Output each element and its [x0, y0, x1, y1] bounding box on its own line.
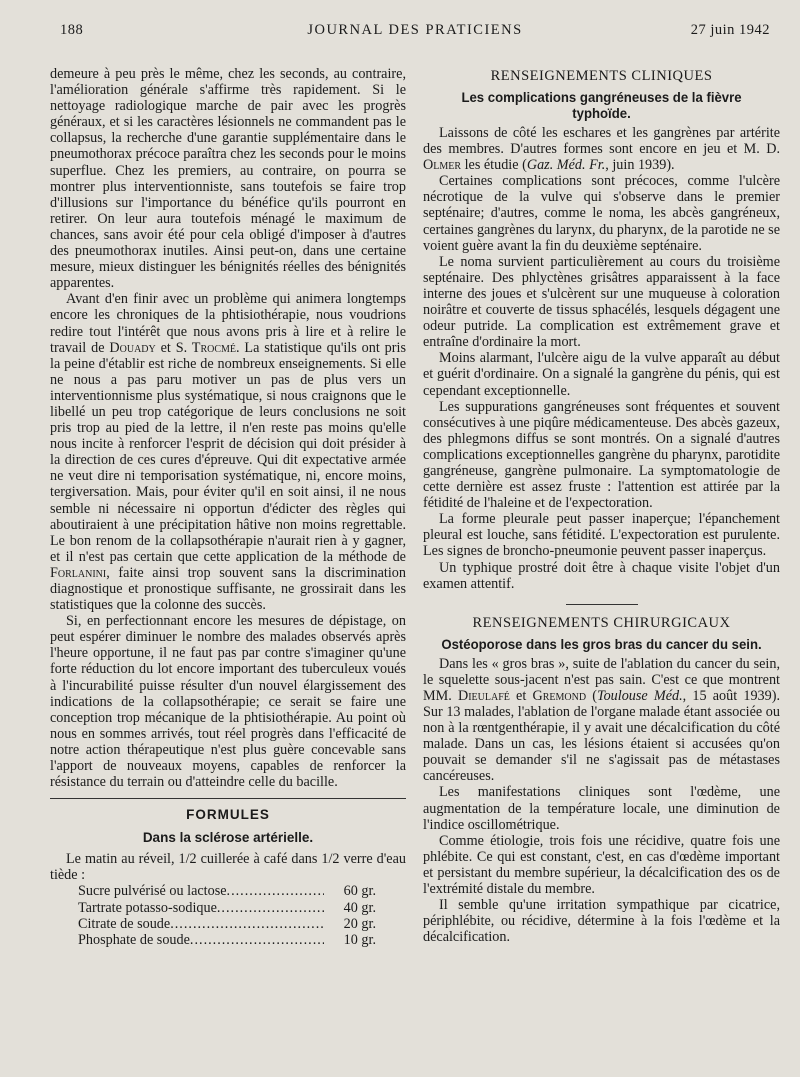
ingredient-name: Citrate de soude	[78, 915, 171, 932]
author-name: S. Trocmé	[175, 339, 236, 356]
ingredient-qty: 20 gr.	[343, 915, 376, 932]
article-title: Les complications gangréneuses de la fièvre typhoïde.	[461, 89, 742, 121]
journal-title: JOURNAL DES PRATICIENS	[307, 22, 523, 38]
leader-dots	[190, 932, 324, 948]
ingredient-qty: 10 gr.	[343, 931, 376, 948]
text-run: et	[509, 687, 533, 704]
reference: Toulouse Méd.	[596, 687, 683, 704]
ingredient-qty: 60 gr.	[343, 883, 376, 900]
leader-dots	[217, 900, 324, 916]
left-column	[50, 66, 406, 948]
paragraph: Le noma survient particulièrement au cours du troisième septénaire. Des phlyctènes grisâtres apparaissent à la face interne des joues et s'ulcèrent sur une muqueuse à coloration noirâtre et couverte de tissus sphacélés, lesquels dégagent une odeur putride. La complication est extrêmement grave et entraîne d'ordinaire la mort.	[423, 253, 780, 351]
paragraph: Certaines complications sont précoces, comme l'ulcère nécrotique de la vulve qui s'observe dans le premier septénaire; d'autres, comme le noma, les abcès gangréneux, certaines gangrènes du larynx, du pharynx, de la parotide ne se voient guère avant la fin du deuxième septénaire.	[423, 173, 780, 254]
paragraph	[50, 291, 406, 613]
section-title: RENSEIGNEMENTS CLINIQUES	[490, 68, 713, 84]
recipe-item	[50, 883, 406, 899]
recipe-item	[50, 916, 406, 932]
author-name: Gremond	[532, 687, 587, 704]
text-run: Laissons de côté les eschares et les gangrènes par artérite des membres. D'autres formes sont encore en jeu et M. D.	[423, 125, 780, 158]
paragraph: demeure à peu près le même, chez les seconds, au contraire, l'amélioration générale s'affirme très rapidement. Si le nettoyage radiologique marche de pair avec les progrès généraux, et si les caractères lésionnels ne commandent pas le collapsus, la recherche d'une garantie supplémentaire dans le pneumothorax précoce paraîtra chez les seconds pour le moins superflue. Chez les premiers, au contraire, on pourra se montrer plus interventionniste, sans toutefois se faire trop d'illusions sur l'importance du bénéfice qu'ils pourront en retirer. On leur aura toutefois ménagé le maximum de chances, sans avoir été pour cela obligé d'imposer à d'autres des pneumothorax inutiles. Ainsi peut-on, dans une certaine mesure, mieux distinguer les bénignités réelles des bénignités apparentes.	[50, 66, 406, 292]
leader-dots	[227, 883, 324, 899]
ingredient-name: Sucre pulvérisé ou lactose	[78, 883, 227, 900]
leader-dots	[170, 916, 324, 932]
article-title: Ostéoporose dans les gros bras du cancer du sein.	[441, 635, 762, 652]
formules-subtitle: Dans la sclérose artérielle.	[142, 830, 314, 846]
ingredient-qty: 40 gr.	[343, 899, 376, 916]
paragraph: La forme pleurale peut passer inaperçue; l'épanchement pleural est louche, sans fétidité. L'expectoration est purulente. Les signes de broncho-pneumonie peuvent passer inaperçus.	[423, 511, 780, 560]
divider	[50, 798, 406, 799]
formules-title: FORMULES	[186, 807, 270, 823]
author-name: Olmer	[423, 157, 462, 174]
paragraph: Moins alarmant, l'ulcère aigu de la vulve apparaît au début et guérit d'ordinaire. On a signalé la gangrène du pénis, qui est cependant exceptionnelle.	[423, 350, 780, 399]
text-run: (	[586, 687, 597, 704]
author-name: Douady	[109, 339, 156, 356]
paragraph: Les manifestations cliniques sont l'œdème, une augmentation de la température locale, une diminution de l'indice oscillométrique.	[423, 784, 780, 833]
text-run: , juin 1939).	[605, 157, 675, 174]
text-run: . La statistique qu'ils ont pris la peine d'établir est riche de nombreux enseignements. Si elle ne nous a pas paru motiver un pas de plus vers un interventionnisme plus systématique, si nous craignons que le libellé un peu trop catégorique de leurs conclusions ne soit pris trop au pied de la lettre, il n'en reste pas moins qu'elle nous incite à renforcer l'esprit de décision qui doit présider à la direction de ces cures d'épreuve. Qui dit expectative armée ne veut dire ni temporisation systématique, ni, encore moins, tergiversation. Mais, pour éviter qu'il en soit ainsi, il ne nous semble ni nécessaire ni opportun d'édicter des règles qui aboutiraient à une précipitation hâtive non moins regrettable. Le bon renom de la collapsothérapie n'aurait rien à y gagner, et il n'est pas certain que cette application de la méthode de	[50, 339, 406, 565]
paragraph: Un typhique prostré doit être à chaque visite l'objet d'un examen attentif.	[423, 559, 780, 592]
text-run: , 15 août 1939). Sur 13 malades, l'ablation de l'organe malade étant associée ou non à la rœntgenthérapie, il y avait une décalcification du côté malade. Dans un cas, les lésions étaient si accusées qu'on pouvait se demander s'il ne s'agissait pas de métastases cancéreuses.	[423, 687, 781, 785]
text-run: Dans les « gros bras », suite de l'ablation du cancer du sein, le squelette sous-jacent n'est pas sain. C'est ce que montrent MM.	[423, 655, 780, 704]
author-name: Dieulafé	[457, 687, 510, 704]
paragraph: Les suppurations gangréneuses sont fréquentes et souvent consécutives à une piqûre médicamenteuse. Des abcès gazeux, des phlegmons diffus se sont montrés. On a signalé d'autres complications exceptionnelles gangrène du pharynx, parotidite gangréneuse, gangrène pulmonaire. La symptomatologie de cette dernière est assez fruste : l'attention est attirée par la fétidité de l'haleine et de l'expectoration.	[423, 398, 780, 512]
text-run: les étudie (	[461, 157, 527, 174]
page-number: 188	[60, 22, 84, 38]
formules-intro: Le matin au réveil, 1/2 cuillerée à café dans 1/2 verre d'eau tiède :	[50, 851, 406, 884]
paragraph	[423, 125, 780, 173]
issue-date: 27 juin 1942	[690, 22, 770, 38]
paragraph: Comme étiologie, trois fois une récidive, quatre fois une phlébite. Ce qui est constant, c'est, en cas d'œdème important et persistant du membre supérieur, la décalcification des os de l'extrémité distale du membre.	[423, 832, 780, 898]
paragraph: Il semble qu'une irritation sympathique par cicatrice, périphlébite, ou récidive, détermine à la fois l'œdème et la décalcification.	[423, 897, 780, 946]
text-run: et	[155, 339, 176, 356]
paragraph: Si, en perfectionnant encore les mesures de dépistage, on peut espérer diminuer le nombre des malades observés après l'heure opportune, il ne faut pas par contre s'imaginer qu'une forte réduction du lot encore important des tuberculeux voués à l'incurabilité puisse résulter d'un nouvel élargissement des indications de la collapsothérapie; ce serait se faire une conception trop mécanique de la phtisiothérapie. Au point où nous en sommes arrivés, tout réel progrès dans l'efficacité de notre action thérapeutique n'est plus guère concevable sans l'apport de nouveaux moyens, capables de renforcer la résistance du terrain ou d'atteindre celle du bacille.	[50, 613, 406, 791]
text-run: , faite ainsi trop souvent sans la discrimination diagnostique et pronostique suffisante, ne grossirait dans les statistiques que la colonne des succès.	[50, 564, 406, 614]
section-title: RENSEIGNEMENTS CHIRURGICAUX	[472, 614, 731, 631]
page-header	[60, 22, 770, 44]
recipe-item	[50, 900, 406, 916]
right-column	[423, 66, 780, 945]
text-run: Avant d'en finir avec un problème qui animera longtemps encore les chroniques de la phtisiothérapie, nous voudrions redire tout l'intérêt que nous avons pris à lire et à relire le travail de	[50, 291, 406, 356]
recipe-item	[50, 932, 406, 948]
ingredient-name: Phosphate de soude	[78, 931, 190, 948]
paragraph	[423, 656, 780, 785]
reference: Gaz. Méd. Fr.	[526, 157, 606, 174]
divider	[566, 604, 638, 605]
author-name: Forlanini	[50, 564, 107, 581]
recipe-list	[50, 883, 406, 947]
ingredient-name: Tartrate potasso-sodique	[78, 899, 217, 916]
